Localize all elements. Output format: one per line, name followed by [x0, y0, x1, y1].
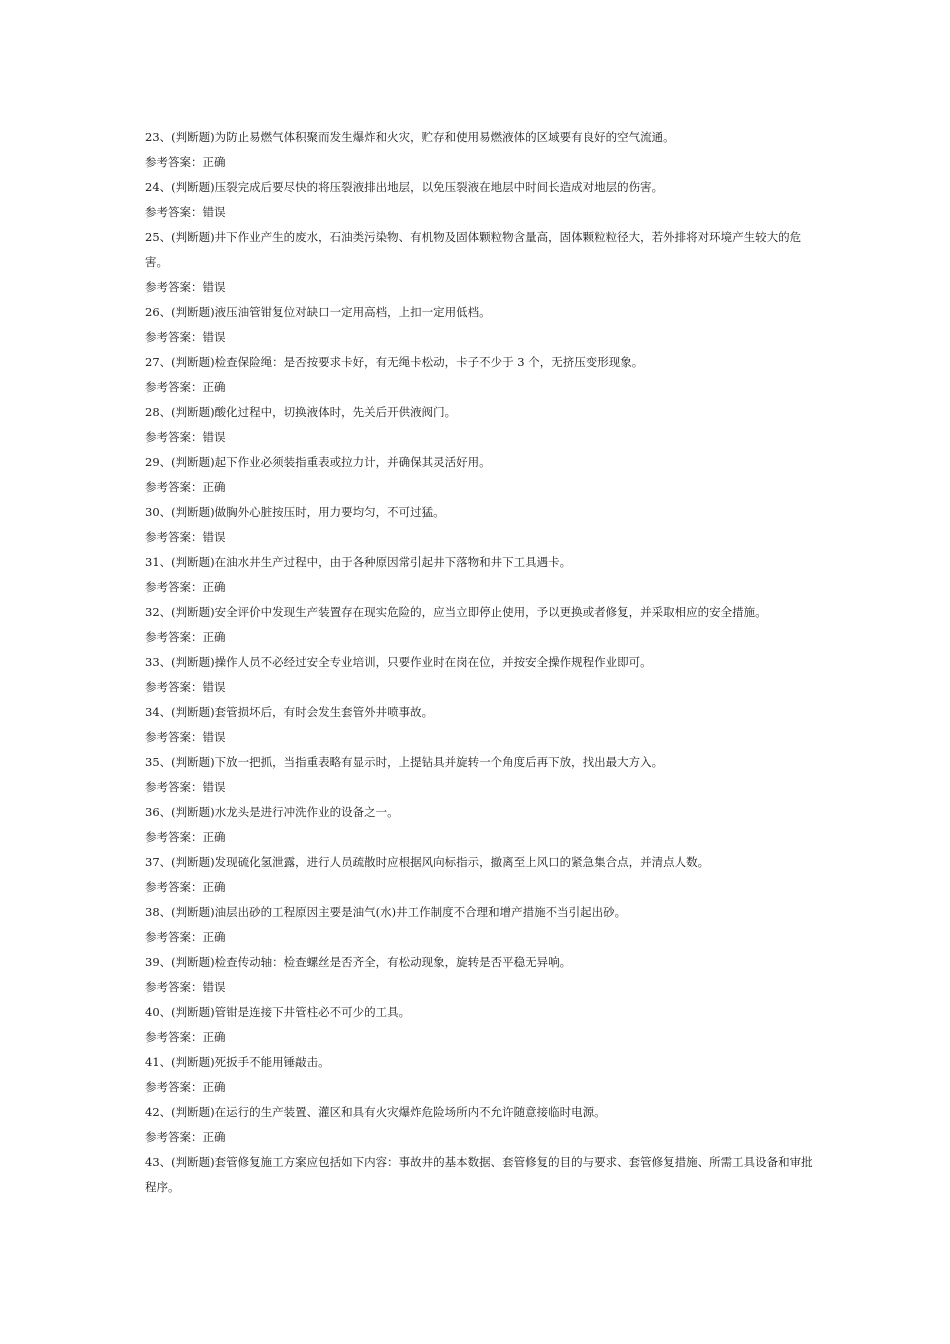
answer-text: 参考答案：错误	[145, 205, 226, 219]
question-text: 40、(判断题)管钳是连接下井管柱必不可少的工具。	[145, 1005, 411, 1019]
answer-text: 参考答案：正确	[145, 1080, 226, 1094]
question-text: 31、(判断题)在油水井生产过程中，由于各种原因常引起井下落物和井下工具遇卡。	[145, 555, 572, 569]
answer-text: 参考答案：错误	[145, 430, 226, 444]
answer-text: 参考答案：正确	[145, 630, 226, 644]
document-page	[145, 125, 813, 1200]
answer-text: 参考答案：错误	[145, 980, 226, 994]
question-text: 27、(判断题)检查保险绳：是否按要求卡好，有无绳卡松动，卡子不少于 3 个，无挤压变形现象。	[145, 355, 644, 369]
answer-text: 参考答案：正确	[145, 1130, 226, 1144]
question-text: 29、(判断题)起下作业必须装指重表或拉力计，并确保其灵活好用。	[145, 455, 491, 469]
question-text: 34、(判断题)套管损坏后，有时会发生套管外井喷事故。	[145, 705, 434, 719]
question-text: 36、(判断题)水龙头是进行冲洗作业的设备之一。	[145, 805, 399, 819]
answer-text: 参考答案：正确	[145, 880, 226, 894]
question-text: 24、(判断题)压裂完成后要尽快的将压裂液排出地层，以免压裂液在地层中时间长造成对地层的伤害。	[145, 180, 664, 194]
answer-text: 参考答案：错误	[145, 780, 226, 794]
question-text: 26、(判断题)液压油管钳复位对缺口一定用高档，上扣一定用低档。	[145, 305, 491, 319]
answer-text: 参考答案：正确	[145, 155, 226, 169]
question-text: 43、(判断题)套管修复施工方案应包括如下内容：事故井的基本数据、套管修复的目的与要求、套管修复措施、所需工具设备和审批程序。	[145, 1155, 813, 1194]
answer-text: 参考答案：错误	[145, 280, 226, 294]
answer-text: 参考答案：正确	[145, 930, 226, 944]
answer-text: 参考答案：错误	[145, 730, 226, 744]
question-text: 41、(判断题)死扳手不能用锤敲击。	[145, 1055, 330, 1069]
answer-text: 参考答案：错误	[145, 680, 226, 694]
question-text: 33、(判断题)操作人员不必经过安全专业培训，只要作业时在岗在位，并按安全操作规程作业即可。	[145, 655, 652, 669]
question-text: 42、(判断题)在运行的生产装置、灌区和具有火灾爆炸危险场所内不允许随意接临时电源。	[145, 1105, 606, 1119]
question-text: 39、(判断题)检查传动轴：检查螺丝是否齐全，有松动现象，旋转是否平稳无异响。	[145, 955, 572, 969]
question-text: 30、(判断题)做胸外心脏按压时，用力要均匀，不可过猛。	[145, 505, 445, 519]
answer-text: 参考答案：正确	[145, 380, 226, 394]
question-text: 23、(判断题)为防止易燃气体积聚而发生爆炸和火灾，贮存和使用易燃液体的区域要有良好的空气流通。	[145, 130, 675, 144]
answer-text: 参考答案：正确	[145, 480, 226, 494]
answer-text: 参考答案：错误	[145, 330, 226, 344]
answer-text: 参考答案：正确	[145, 1030, 226, 1044]
question-text: 35、(判断题)下放一把抓，当指重表略有显示时，上提钻具并旋转一个角度后再下放，找出最大方入。	[145, 755, 664, 769]
answer-text: 参考答案：错误	[145, 530, 226, 544]
question-text: 28、(判断题)酸化过程中，切换液体时，先关后开供液阀门。	[145, 405, 457, 419]
question-text: 32、(判断题)安全评价中发现生产装置存在现实危险的，应当立即停止使用，予以更换或者修复，并采取相应的安全措施。	[145, 605, 767, 619]
answer-text: 参考答案：正确	[145, 830, 226, 844]
question-text: 25、(判断题)井下作业产生的废水，石油类污染物、有机物及固体颗粒物含量高，固体颗粒粒径大，若外排将对环境产生较大的危害。	[145, 230, 802, 269]
question-text: 37、(判断题)发现硫化氢泄露，进行人员疏散时应根据风向标指示，撤离至上风口的紧急集合点，并清点人数。	[145, 855, 710, 869]
question-text: 38、(判断题)油层出砂的工程原因主要是油气(水)井工作制度不合理和增产措施不当引起出砂。	[145, 905, 627, 919]
answer-text: 参考答案：正确	[145, 580, 226, 594]
